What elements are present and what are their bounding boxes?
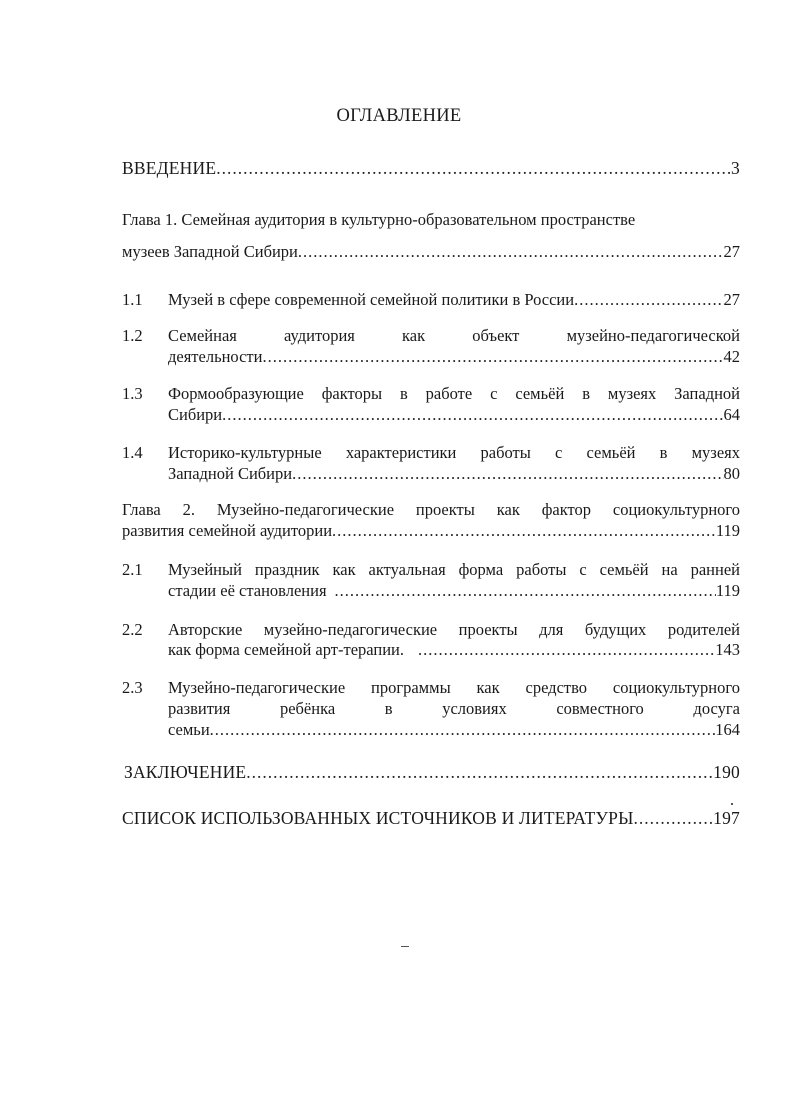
title-word: в <box>384 699 393 718</box>
section-number: 1.4 <box>122 443 143 462</box>
page-number: 143 <box>715 640 740 659</box>
toc-entry-sources <box>122 808 740 829</box>
leader-dots <box>298 242 724 262</box>
toc-entry-label: Западной Сибири <box>168 464 293 483</box>
toc-entry-label: развития семейной аудитории <box>122 521 333 540</box>
title-word: досуга <box>693 699 740 718</box>
toc-entry-chapter-2 <box>122 521 740 541</box>
page-number: 42 <box>723 347 740 366</box>
toc-entry-label: музеев Западной Сибири <box>122 242 298 261</box>
section-2-2-title: Авторские музейно-педагогические проекты для будущих родителей <box>168 620 740 639</box>
toc-entry-conclusion <box>124 762 740 783</box>
page-number: 164 <box>715 720 740 739</box>
section-number: 1.2 <box>122 326 143 345</box>
title-word: совместного <box>556 699 644 718</box>
toc-entry-label: ЗАКЛЮЧЕНИЕ <box>124 762 247 782</box>
page-number: 80 <box>723 464 740 483</box>
leader-dots <box>222 405 723 425</box>
leader-dots <box>246 762 713 783</box>
toc-entry-intro <box>122 158 740 179</box>
page-title: ОГЛАВЛЕНИЕ <box>336 106 462 126</box>
leader-dots <box>404 640 715 660</box>
chapter-2-title: Глава 2. Музейно-педагогические проекты как фактор социокультурного <box>122 500 740 519</box>
toc-entry-label: семьи <box>168 720 210 739</box>
leader-dots <box>327 581 716 601</box>
toc-entry-label: Сибири <box>168 405 223 424</box>
toc-entry-label: Музей в сфере современной семейной политики в России <box>168 290 575 309</box>
title-word: объект <box>472 326 520 345</box>
section-number: 1.1 <box>122 290 143 309</box>
title-word: условиях <box>442 699 507 718</box>
section-2-3-title: Музейно-педагогические программы как средство социокультурного <box>168 678 740 697</box>
toc-entry-label: стадии её становления <box>168 581 327 600</box>
title-word: как <box>402 326 426 345</box>
page-number: 119 <box>715 581 740 600</box>
page-number: 197 <box>713 808 740 828</box>
section-2-3-title-line2 <box>168 699 740 719</box>
page-number: 119 <box>715 521 740 540</box>
toc-entry-1-4 <box>168 464 740 484</box>
leader-dots <box>634 808 714 829</box>
title-word: Семейная <box>168 326 237 345</box>
page-number: 64 <box>723 405 740 424</box>
section-1-4-title: Историко-культурные характеристики работы с семьёй в музеях <box>168 443 740 462</box>
section-1-2-title <box>168 326 740 346</box>
section-2-1-title: Музейный праздник как актуальная форма работы с семьёй на ранней <box>168 560 740 579</box>
toc-entry-label: как форма семейной арт-терапии. <box>168 640 404 659</box>
leader-dots <box>210 720 716 740</box>
toc-entry-2-3 <box>168 720 740 740</box>
leader-dots <box>216 158 731 179</box>
toc-entry-1-1 <box>168 290 740 310</box>
section-1-3-title: Формообразующие факторы в работе с семьёй в музеях Западной <box>168 384 740 403</box>
leader-dots <box>292 464 723 484</box>
toc-entry-1-2 <box>168 347 740 367</box>
section-number: 1.3 <box>122 384 143 403</box>
title-word: развития <box>168 699 231 718</box>
title-word: ребёнка <box>279 699 336 718</box>
title-word: аудитория <box>284 326 355 345</box>
toc-entry-label: СПИСОК ИСПОЛЬЗОВАННЫХ ИСТОЧНИКОВ И ЛИТЕРАТУРЫ <box>122 808 634 828</box>
page-number: 190 <box>713 762 740 782</box>
section-number: 2.1 <box>122 560 143 579</box>
toc-entry-2-2 <box>168 640 740 660</box>
toc-entry-label: ВВЕДЕНИЕ <box>122 158 217 178</box>
page-number: 27 <box>723 242 740 261</box>
scan-speck <box>731 803 733 805</box>
title-word: музейно-педагогической <box>566 326 740 345</box>
page-number: 3 <box>731 158 740 178</box>
leader-dots <box>262 347 723 367</box>
toc-entry-chapter-1 <box>122 242 740 262</box>
leader-dots <box>574 290 723 310</box>
toc-entry-label: деятельности <box>168 347 263 366</box>
leader-dots <box>332 521 716 541</box>
toc-entry-2-1 <box>168 581 740 601</box>
chapter-1-title: Глава 1. Семейная аудитория в культурно-образовательном пространстве <box>122 210 636 229</box>
toc-entry-1-3 <box>168 405 740 425</box>
section-number: 2.3 <box>122 678 143 697</box>
scan-mark <box>401 946 409 947</box>
page-number: 27 <box>723 290 740 309</box>
section-number: 2.2 <box>122 620 143 639</box>
